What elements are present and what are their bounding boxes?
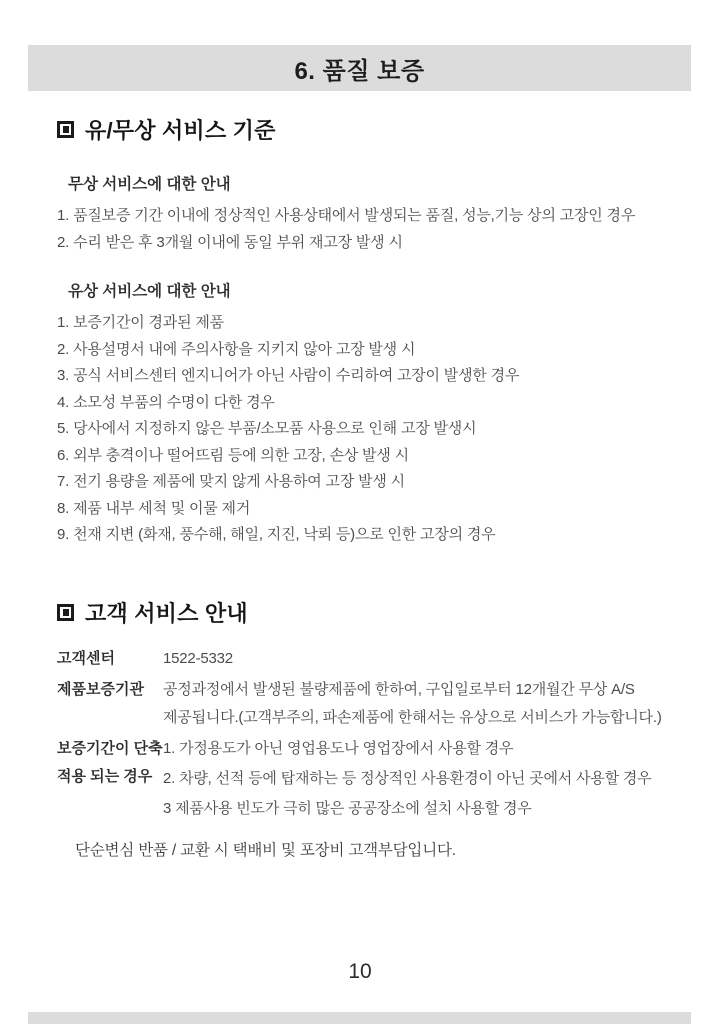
list-item: 5. 당사에서 지정하지 않은 부품/소모품 사용으로 인해 고장 발생시: [57, 420, 477, 437]
list-item: 2. 사용설명서 내에 주의사항을 지키지 않아 고장 발생 시: [57, 340, 416, 358]
reduced-warranty-case: 3 제품사용 빈도가 극히 많은 공공장소에 설치 사용할 경우: [163, 799, 532, 817]
free-service-list: [57, 203, 720, 256]
return-shipping-note: 단순변심 반품 / 교환 시 택배비 및 포장비 고객부담입니다.: [75, 841, 456, 859]
page-number: 10: [348, 960, 372, 983]
customer-service-table: [57, 645, 720, 825]
list-item: 2. 수리 받은 후 3개월 이내에 동일 부위 재고장 발생 시: [57, 233, 403, 251]
square-bullet-inner: [63, 609, 69, 616]
list-item: 8. 제품 내부 세척 및 이물 제거: [57, 499, 251, 517]
page-header-bar: [28, 45, 691, 91]
section-title: 유/무상 서비스 기준: [85, 118, 276, 143]
square-bullet-inner: [63, 126, 69, 133]
row-label: 고객센터: [57, 649, 115, 667]
reduced-warranty-case: 1. 가정용도가 아닌 영업용도나 영업장에서 사용할 경우: [163, 739, 514, 757]
section-title: 고객 서비스 안내: [85, 600, 248, 626]
warranty-text-line: 공정과정에서 발생된 불량제품에 한하여, 구입일로부터 12개월간 무상 A/S: [163, 680, 635, 698]
subsection-title-free-service: 무상 서비스에 대한 안내: [68, 176, 231, 193]
row-label: 제품보증기관: [57, 680, 144, 698]
row-label-line: 보증기간이 단축: [57, 739, 163, 757]
list-item: 4. 소모성 부품의 수명이 다한 경우: [57, 393, 275, 411]
section-heading-customer-service: [57, 597, 720, 628]
row-label: [57, 735, 163, 791]
subsection-title-paid-service: 유상 서비스에 대한 안내: [68, 283, 231, 300]
row-value: [163, 645, 233, 673]
paid-service-list: [57, 310, 720, 549]
page-footer-bar: [28, 1012, 691, 1024]
list-item: 1. 보증기간이 경과된 제품: [57, 314, 224, 331]
row-label-line: 적용 되는 경우: [57, 767, 153, 785]
call-center-number: 1522-5332: [163, 649, 233, 667]
table-row-call-center: [57, 645, 720, 673]
row-value: [163, 676, 662, 732]
list-item: 9. 천재 지변 (화재, 풍수해, 해일, 지진, 낙뢰 등)으로 인한 고장의 경우: [57, 526, 496, 543]
list-item: 6. 외부 충격이나 떨어뜨림 등에 의한 고장, 손상 발생 시: [57, 446, 409, 464]
square-bullet-icon: [57, 604, 74, 621]
row-value: [163, 735, 651, 825]
list-item: 7. 전기 용량을 제품에 맞지 않게 사용하여 고장 발생 시: [57, 473, 405, 490]
square-bullet-icon: [57, 121, 74, 138]
table-row-reduced-warranty: [57, 735, 720, 825]
warranty-text-line: 제공됩니다.(고객부주의, 파손제품에 한해서는 유상으로 서비스가 가능합니다.): [163, 708, 662, 726]
list-item: 1. 품질보증 기간 이내에 정상적인 사용상태에서 발생되는 품질, 성능,기능 상의 고장인 경우: [57, 207, 636, 224]
table-row-warranty-org: [57, 676, 720, 732]
page-title: 6. 품질 보증: [294, 57, 425, 85]
list-item: 3. 공식 서비스센터 엔지니어가 아닌 사람이 수리하여 고장이 발생한 경우: [57, 367, 520, 384]
reduced-warranty-case: 2. 차량, 선적 등에 탑재하는 등 정상적인 사용환경이 아닌 곳에서 사용할 경우: [163, 769, 652, 787]
